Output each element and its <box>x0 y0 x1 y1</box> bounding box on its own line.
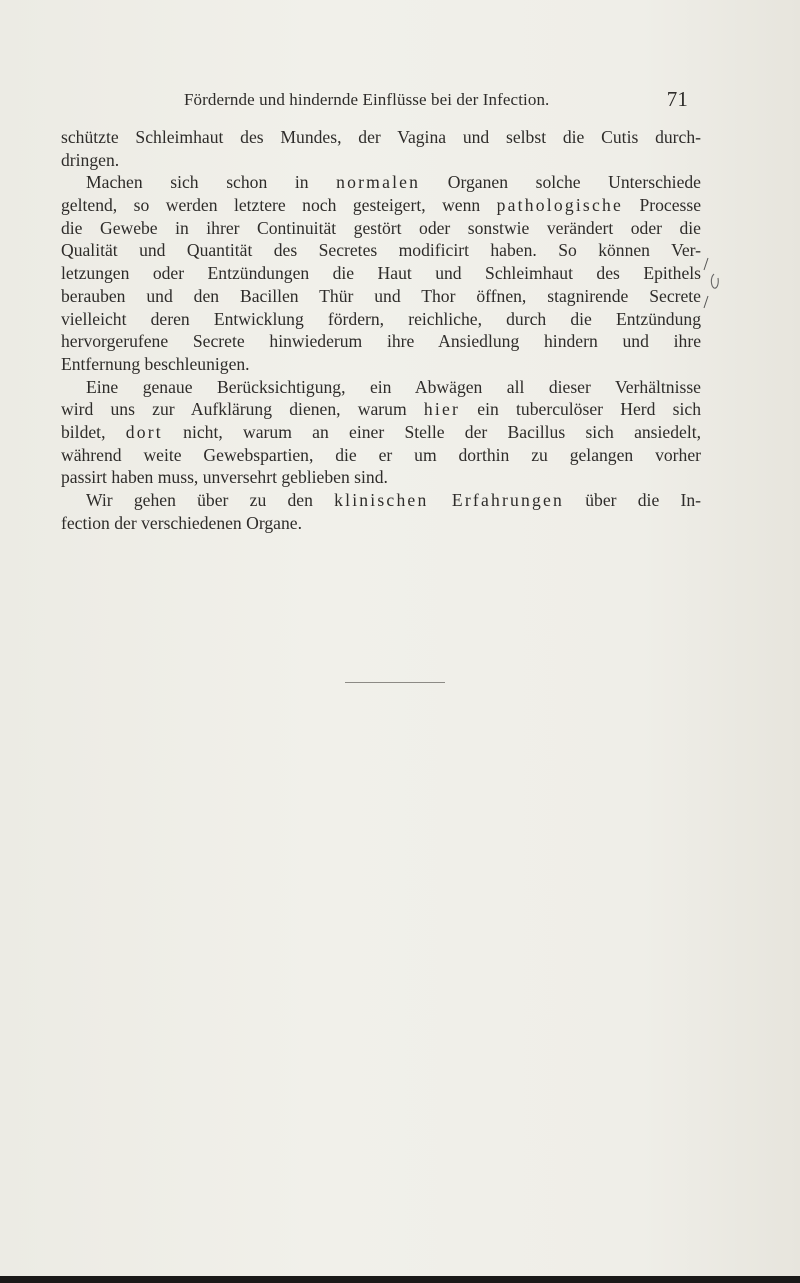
text-line: Entfernung beschleunigen. <box>61 353 250 374</box>
text-line: berauben und den Bacillen Thür und Thor öffnen, stagnirende Secrete <box>61 285 701 306</box>
text-line: vielleicht deren Entwicklung fördern, reichliche, durch die Entzündung <box>61 308 701 329</box>
section-rule <box>345 682 445 683</box>
text-line: bildet, dort nicht, warum an einer Stelle der Bacillus sich ansiedelt, <box>61 421 702 442</box>
text-line: Eine genaue Berücksichtigung, ein Abwägen all dieser Verhältnisse <box>86 376 701 397</box>
text-line: dringen. <box>61 149 120 170</box>
text-line: letzungen oder Entzündungen die Haut und Schleimhaut des Epithels <box>61 263 701 284</box>
text-line: schützte Schleimhaut des Mundes, der Vagina und selbst die Cutis durch- <box>61 127 701 147</box>
scan-edge <box>0 1276 800 1283</box>
emphasis: hier <box>423 399 461 420</box>
text-line: geltend, so werden letztere noch gesteigert, wenn pathologische Processe <box>61 195 702 216</box>
text-line: passirt haben muss, unversehrt geblieben sind. <box>61 467 388 488</box>
running-title: Fördernde und hindernde Einflüsse bei der Infection. <box>184 90 550 109</box>
body-text <box>61 126 701 534</box>
text-line: fection der verschiedenen Organe. <box>61 512 302 533</box>
margin-pencil-mark <box>702 256 724 310</box>
text-line: Wir gehen über zu den klinischen Erfahrungen über die In- <box>86 490 702 510</box>
text-line: Machen sich schon in normalen Organen solche Unterschiede <box>86 172 701 193</box>
emphasis: normalen <box>336 172 421 193</box>
text-line: wird uns zur Aufklärung dienen, warum hier ein tuberculöser Herd sich <box>61 399 701 420</box>
text-line: die Gewebe in ihrer Continuität gestört oder sonstwie verändert oder die <box>61 217 701 238</box>
text-line: Qualität und Quantität des Secretes modificirt haben. So können Ver- <box>61 240 701 261</box>
emphasis: dort <box>125 421 163 442</box>
page-header <box>170 87 700 116</box>
emphasis: pathologische <box>496 195 623 216</box>
emphasis: klinischen Erfahrungen <box>334 490 565 510</box>
text-line: während weite Gewebspartien, die er um dorthin zu gelangen vorher <box>61 444 701 465</box>
page-number: 71 <box>666 87 688 111</box>
text-line: hervorgerufene Secrete hinwiederum ihre Ansiedlung hindern und ihre <box>61 331 701 352</box>
